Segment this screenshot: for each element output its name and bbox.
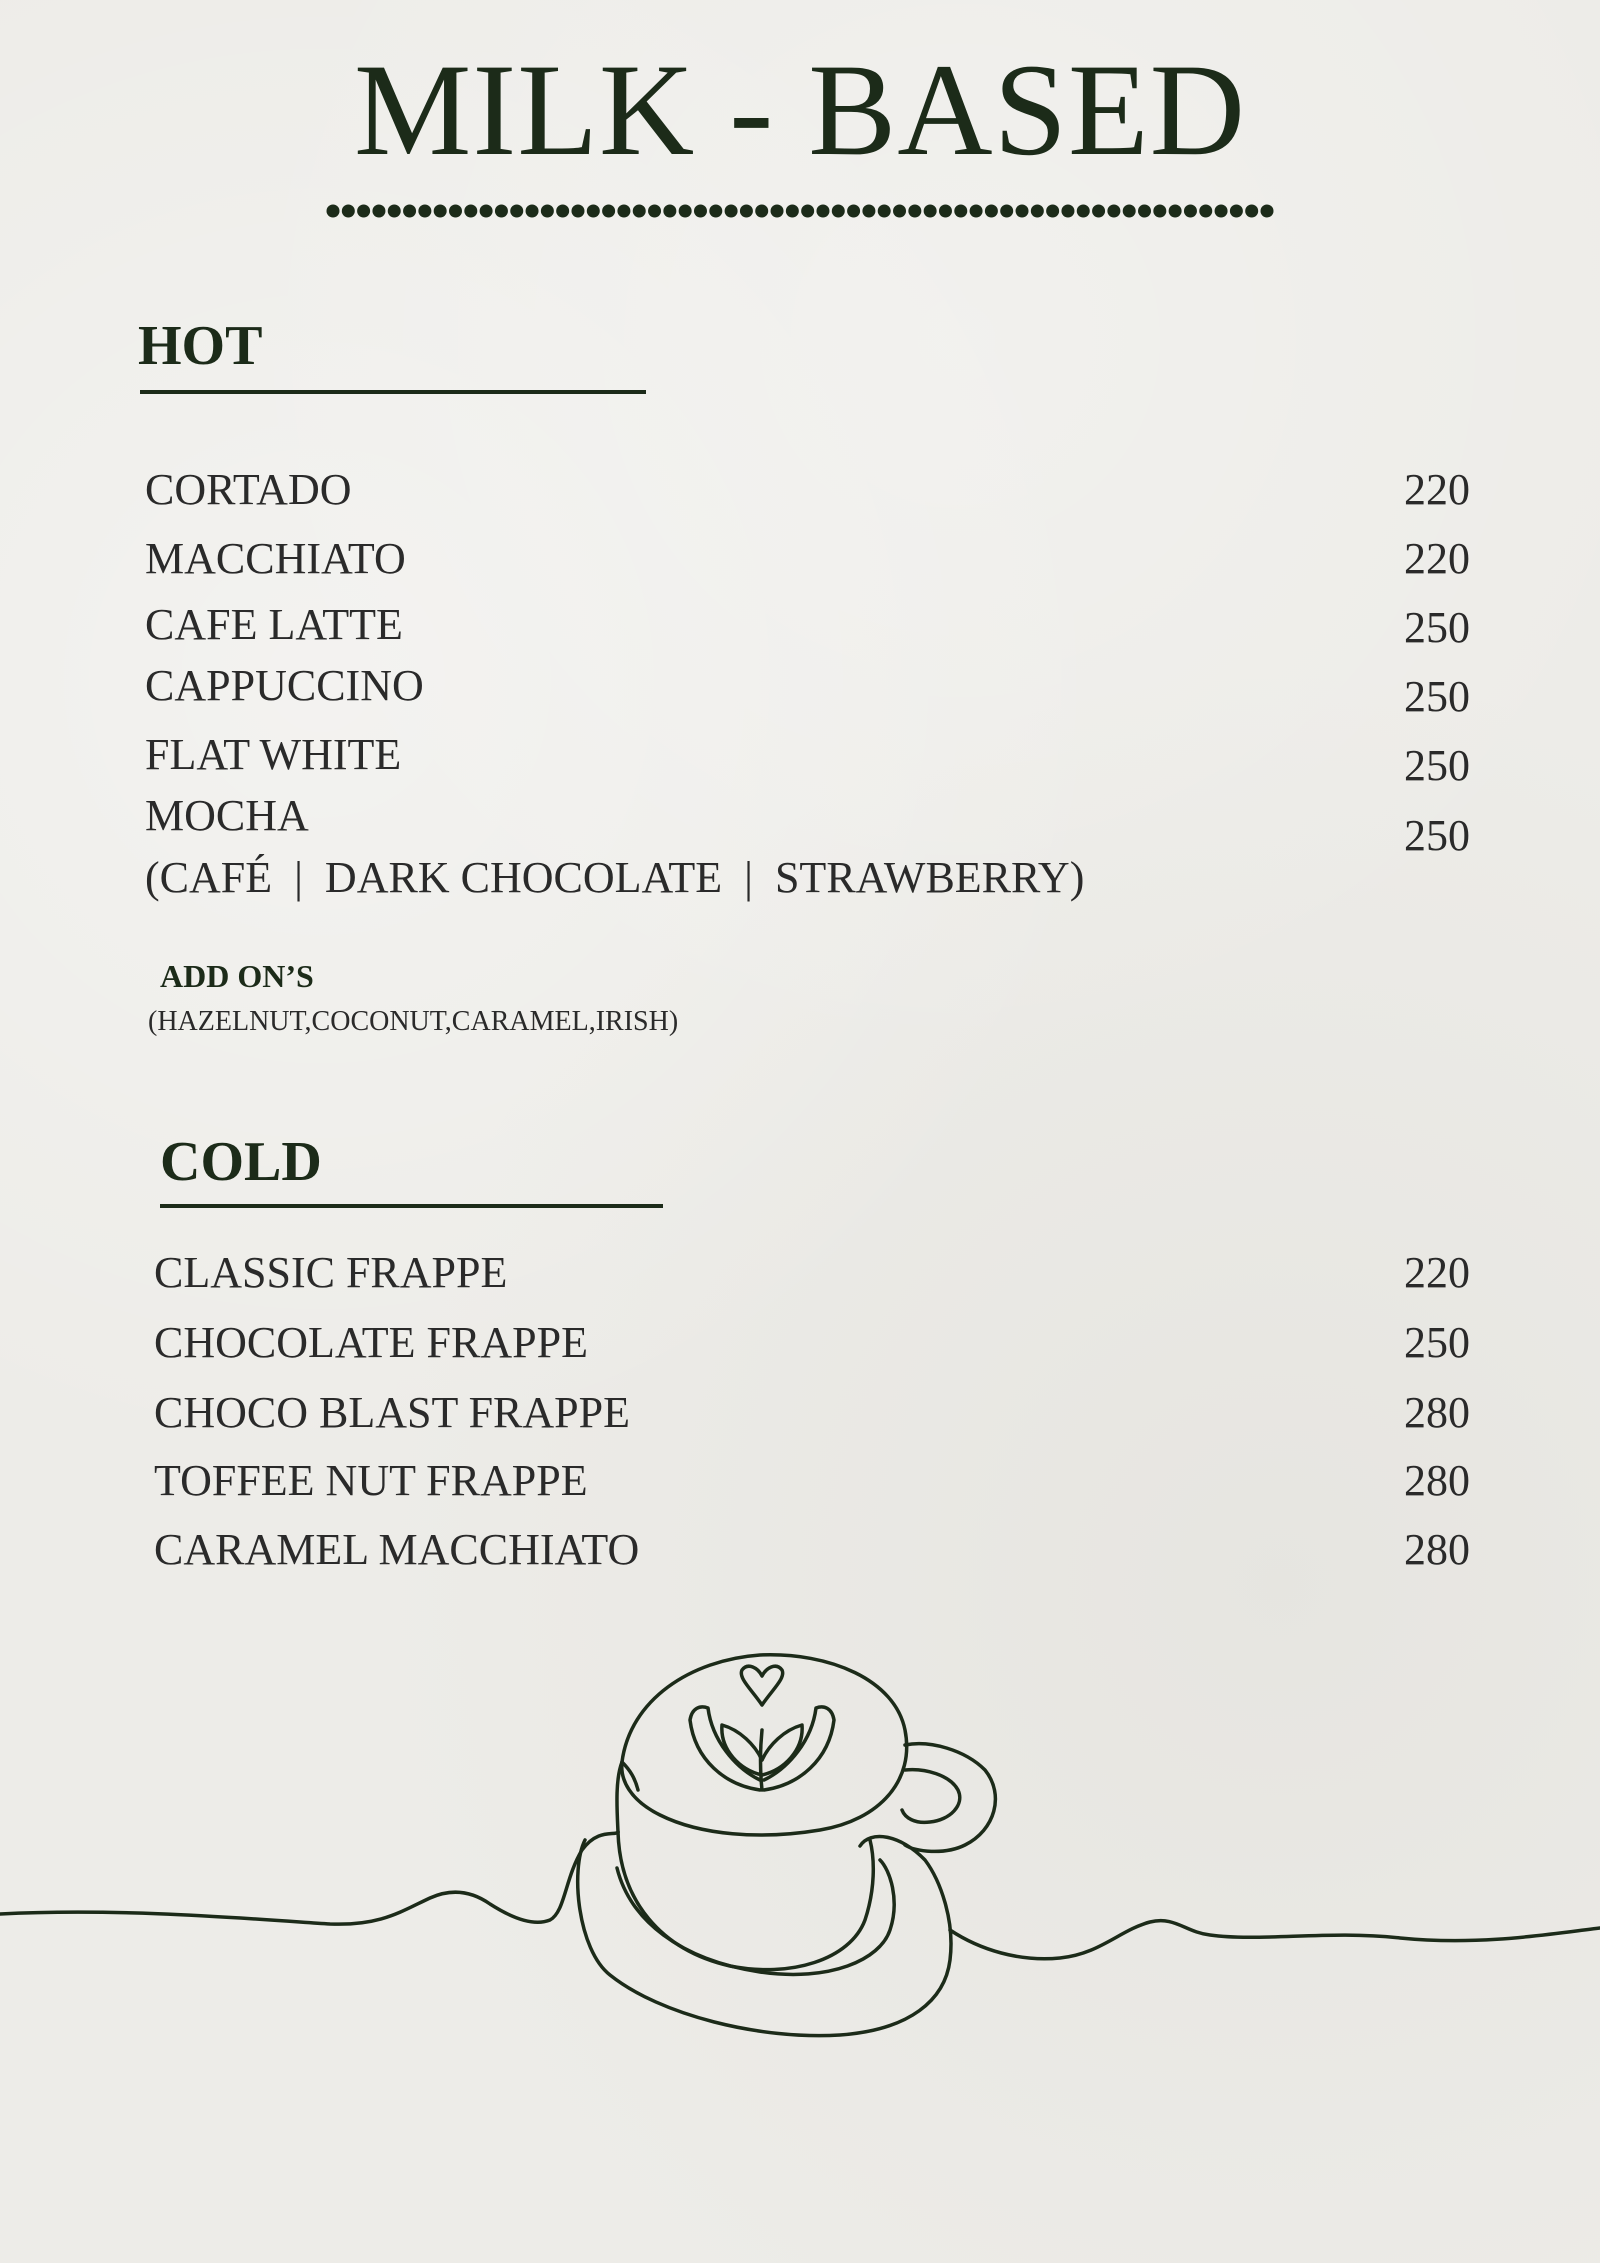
divider-dot — [587, 205, 600, 218]
hot-item-name: MOCHA — [145, 791, 309, 840]
mocha-variants: (CAFÉ | DARK CHOCOLATE | STRAWBERRY) — [145, 853, 1085, 902]
divider-dot — [709, 205, 722, 218]
hot-section-heading: HOT — [138, 315, 263, 377]
divider-dot — [893, 205, 906, 218]
divider-dot — [495, 205, 508, 218]
hot-item-name: FLAT WHITE — [145, 730, 402, 779]
divider-dot — [970, 205, 983, 218]
divider-dot — [954, 205, 967, 218]
divider-dot — [694, 205, 707, 218]
title-dotted-divider — [325, 196, 1275, 226]
divider-dot — [449, 205, 462, 218]
divider-dot — [679, 205, 692, 218]
divider-dot — [663, 205, 676, 218]
divider-dot — [541, 205, 554, 218]
cold-item-price: 250 — [1404, 1318, 1470, 1367]
divider-dot — [832, 205, 845, 218]
divider-dot — [617, 205, 630, 218]
divider-dot — [786, 205, 799, 218]
divider-dot — [1016, 205, 1029, 218]
hot-item-name: CAPPUCCINO — [145, 661, 424, 710]
divider-dot — [648, 205, 661, 218]
cold-item-price: 280 — [1404, 1456, 1470, 1505]
hot-item-price: 250 — [1404, 672, 1470, 721]
divider-dot — [526, 205, 539, 218]
divider-dot — [372, 205, 385, 218]
divider-dot — [403, 205, 416, 218]
divider-dot — [1261, 205, 1274, 218]
divider-dot — [847, 205, 860, 218]
coffee-cup-line-art-icon — [0, 1630, 1600, 2070]
add-ons-label: ADD ON’S — [160, 958, 314, 994]
page-title: MILK - BASED — [354, 36, 1246, 183]
divider-dot — [633, 205, 646, 218]
hot-heading-underline — [140, 390, 646, 394]
divider-dot — [1123, 205, 1136, 218]
divider-dot — [1199, 205, 1212, 218]
divider-dot — [740, 205, 753, 218]
divider-dot — [510, 205, 523, 218]
divider-dot — [1138, 205, 1151, 218]
divider-dot — [1107, 205, 1120, 218]
divider-dot — [357, 205, 370, 218]
cold-item-name: CHOCO BLAST FRAPPE — [154, 1388, 630, 1437]
divider-dot — [342, 205, 355, 218]
cold-heading-underline — [160, 1204, 663, 1208]
divider-dot — [418, 205, 431, 218]
divider-dot — [725, 205, 738, 218]
divider-dot — [755, 205, 768, 218]
divider-dot — [862, 205, 875, 218]
divider-dot — [602, 205, 615, 218]
hot-item-name: CAFE LATTE — [145, 600, 403, 649]
divider-dot — [464, 205, 477, 218]
divider-dot — [1245, 205, 1258, 218]
divider-dot — [571, 205, 584, 218]
divider-dot — [1169, 205, 1182, 218]
cold-section-heading: COLD — [160, 1131, 322, 1193]
cold-item-price: 220 — [1404, 1248, 1470, 1297]
divider-dot — [771, 205, 784, 218]
divider-dot — [1061, 205, 1074, 218]
divider-dot — [939, 205, 952, 218]
divider-dot — [1215, 205, 1228, 218]
divider-dot — [1031, 205, 1044, 218]
divider-dot — [1184, 205, 1197, 218]
divider-dot — [801, 205, 814, 218]
divider-dot — [924, 205, 937, 218]
cold-item-name: CARAMEL MACCHIATO — [154, 1525, 640, 1574]
divider-dot — [327, 205, 340, 218]
divider-dot — [878, 205, 891, 218]
divider-dot — [434, 205, 447, 218]
divider-dot — [1092, 205, 1105, 218]
hot-item-price: 250 — [1404, 811, 1470, 860]
cold-item-price: 280 — [1404, 1525, 1470, 1574]
divider-dot — [1230, 205, 1243, 218]
hot-item-price: 250 — [1404, 741, 1470, 790]
cold-item-price: 280 — [1404, 1388, 1470, 1437]
cold-item-name: CHOCOLATE FRAPPE — [154, 1318, 588, 1367]
hot-item-name: CORTADO — [145, 465, 352, 514]
divider-dot — [1077, 205, 1090, 218]
divider-dot — [388, 205, 401, 218]
hot-item-price: 250 — [1404, 603, 1470, 652]
hot-item-price: 220 — [1404, 465, 1470, 514]
divider-dot — [1000, 205, 1013, 218]
hot-item-name: MACCHIATO — [145, 534, 406, 583]
divider-dot — [908, 205, 921, 218]
divider-dot — [556, 205, 569, 218]
divider-dot — [480, 205, 493, 218]
cold-item-name: CLASSIC FRAPPE — [154, 1248, 508, 1297]
divider-dot — [816, 205, 829, 218]
cold-item-name: TOFFEE NUT FRAPPE — [154, 1456, 588, 1505]
divider-dot — [985, 205, 998, 218]
hot-item-price: 220 — [1404, 534, 1470, 583]
divider-dot — [1046, 205, 1059, 218]
add-ons-list: (HAZELNUT,COCONUT,CARAMEL,IRISH) — [148, 1006, 679, 1037]
divider-dot — [1153, 205, 1166, 218]
